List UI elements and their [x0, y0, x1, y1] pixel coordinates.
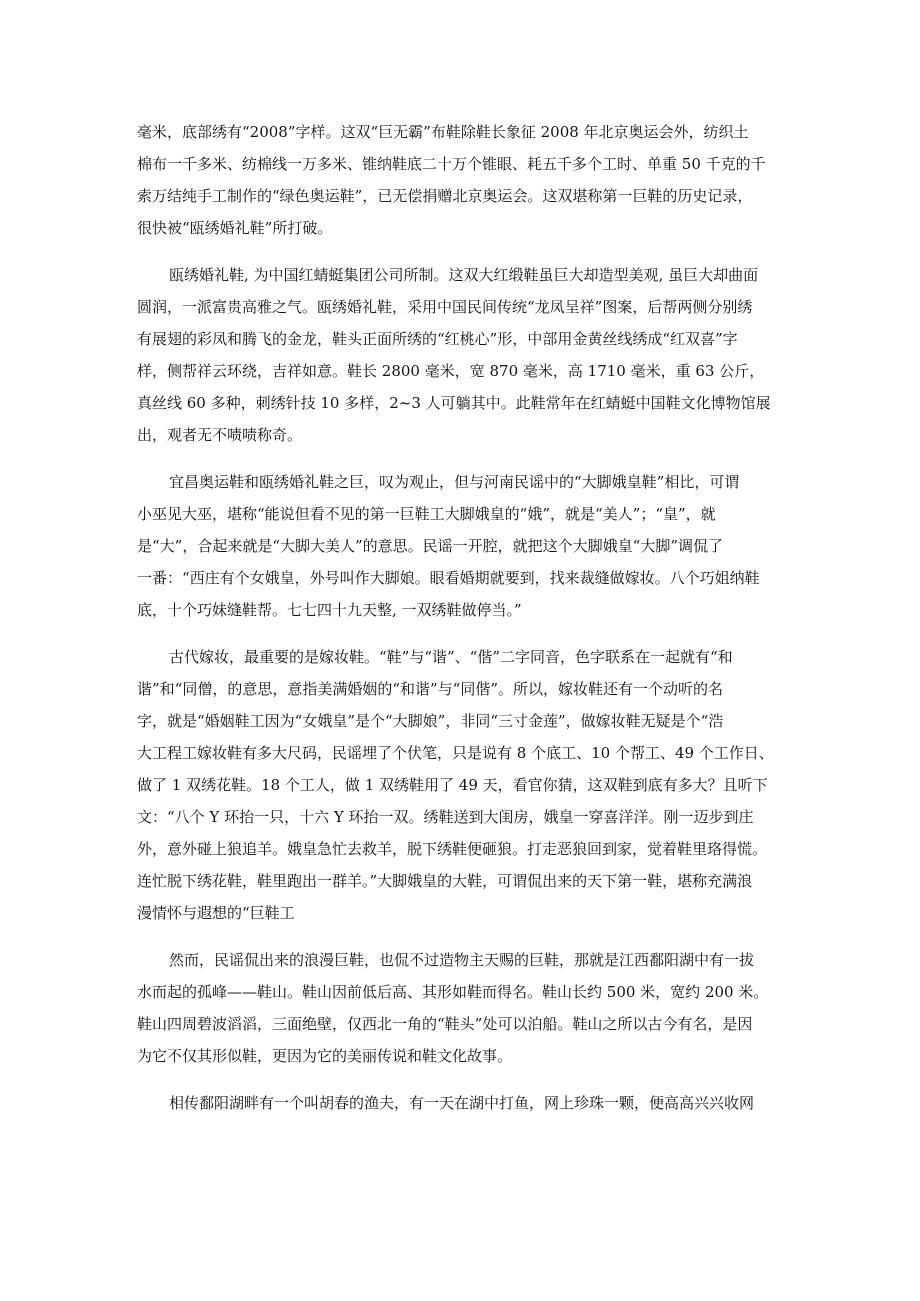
- document-body: [137, 116, 793, 1119]
- text-line: 古代嫁妆，最重要的是嫁妆鞋。“鞋”与“谐”、“偕”二字同音，色字联系在一起就有“和: [169, 648, 733, 666]
- paragraph-4: [137, 641, 793, 929]
- text-line: 相传鄱阳湖畔有一个叫胡春的渔夫，有一天在湖中打鱼，网上珍珠一颗，便高高兴兴收网: [169, 1094, 755, 1112]
- text-line: 为它不仅其形似鞋，更因为它的美丽传说和鞋文化故事。: [137, 1047, 513, 1065]
- text-line: 谐”和“同僧，的意思，意指美满婚姻的“和谐”与“同偕”。所以，嫁妆鞋还有一个动听的名: [137, 680, 724, 698]
- text-line: 文：“八个 Y 环抬一只，十六 Y 环抬一双。绣鞋送到大闺房，娥皇一穿喜洋洋。刚一迈步到庄: [137, 808, 754, 826]
- text-line: 做了 1 双绣花鞋。18 个工人，做 1 双绣鞋用了 49 天，看官你猜，这双鞋到底有多大？且听下: [137, 776, 768, 794]
- text-line: 索万结纯手工制作的“绿色奥运鞋”，已无偿捐赠北京奥运会。这双堪称第一巨鞋的历史记录，: [137, 187, 753, 205]
- text-line: 外，意外碰上狼追羊。娥皇急忙去救羊，脱下绣鞋便砸狼。打走恶狼回到家，觉着鞋里珞得慌。: [137, 840, 768, 858]
- text-line: 毫米，底部绣有“2008”字样。这双“巨无霸”布鞋除鞋长象征 2008 年北京奥运会外，纺织土: [137, 123, 749, 141]
- paragraph-5: [137, 944, 793, 1072]
- text-line: 漫情怀与遐想的“巨鞋工: [137, 904, 295, 922]
- text-line: 很快被“瓯绣婚礼鞋”所打破。: [137, 219, 333, 237]
- text-line: 有展翅的彩凤和腾飞的金龙，鞋头正面所绣的“红桃心”形，中部用金黄丝线绣成“红双喜”字: [137, 330, 738, 348]
- text-line: 样，侧帮祥云环绕，吉祥如意。鞋长 2800 毫米，宽 870 毫米，高 1710 毫米，重 63 公斤，: [137, 362, 765, 380]
- paragraph-1: [137, 116, 793, 244]
- text-line: 瓯绣婚礼鞋, 为中国红蜻蜓集团公司所制。这双大红缎鞋虽巨大却造型美观, 虽巨大却曲面: [169, 266, 759, 284]
- text-line: 宜昌奥运鞋和瓯绣婚礼鞋之巨，叹为观止，但与河南民谣中的“大脚娥皇鞋”相比，可谓: [169, 473, 740, 491]
- paragraph-3: [137, 466, 793, 626]
- text-line: 真丝线 60 多种，刺绣针技 10 多样，2~3 人可躺其中。此鞋常年在红蜻蜓中国鞋文化博物馆展: [137, 394, 771, 412]
- text-line: 小巫见大巫，堪称“能说但看不见的第一巨鞋工大脚娥皇的“娥”，就是“美人”；“皇”，就: [137, 505, 716, 523]
- text-line: 水而起的孤峰——鞋山。鞋山因前低后高、其形如鞋而得名。鞋山长约 500 米，宽约 200 米。: [137, 983, 769, 1001]
- text-line: 鞋山四周碧波滔滔，三面绝壁，仅西北一角的“鞋头”处可以泊船。鞋山之所以古今有名，是因: [137, 1015, 753, 1033]
- text-line: 底，十个巧妹缝鞋帮。七七四十九天整, 一双绣鞋做停当。”: [137, 601, 522, 619]
- text-line: 是“大”，合起来就是“大脚大美人”的意思。民谣一开腔，就把这个大脚娥皇“大脚”调侃了: [137, 537, 724, 555]
- paragraph-2: [137, 259, 793, 451]
- text-line: 连忙脱下绣花鞋，鞋里跑出一群羊。”大脚娥皇的大鞋，可谓侃出来的天下第一鞋，堪称充满浪: [137, 872, 753, 890]
- text-line: 大工程工嫁妆鞋有多大尺码，民谣埋了个伏笔，只是说有 8 个底工、10 个帮工、49 个工作日、: [137, 744, 774, 762]
- text-line: 棉布一千多米、纺棉线一万多米、锥纳鞋底二十万个锥眼、耗五千多个工时、单重 50 千克的千: [137, 155, 766, 173]
- text-line: 出，观者无不啧啧称奇。: [137, 426, 303, 444]
- text-line: 然而，民谣侃出来的浪漫巨鞋，也侃不过造物主天赐的巨鞋，那就是江西鄱阳湖中有一拔: [169, 951, 755, 969]
- text-line: 圆润，一派富贵高雅之气。瓯绣婚礼鞋，采用中国民间传统“龙凤呈祥”图案，后帮两侧分别绣: [137, 298, 753, 316]
- paragraph-6: [137, 1087, 793, 1119]
- text-line: 字，就是“婚姻鞋工因为“女娥皇”是个“大脚娘”，非同“三寸金莲”，做嫁妆鞋无疑是个“浩: [137, 712, 724, 730]
- text-line: 一番：“西庄有个女娥皇，外号叫作大脚娘。眼看婚期就要到，找来裁缝做嫁妆。八个巧姐纳鞋: [137, 569, 760, 587]
